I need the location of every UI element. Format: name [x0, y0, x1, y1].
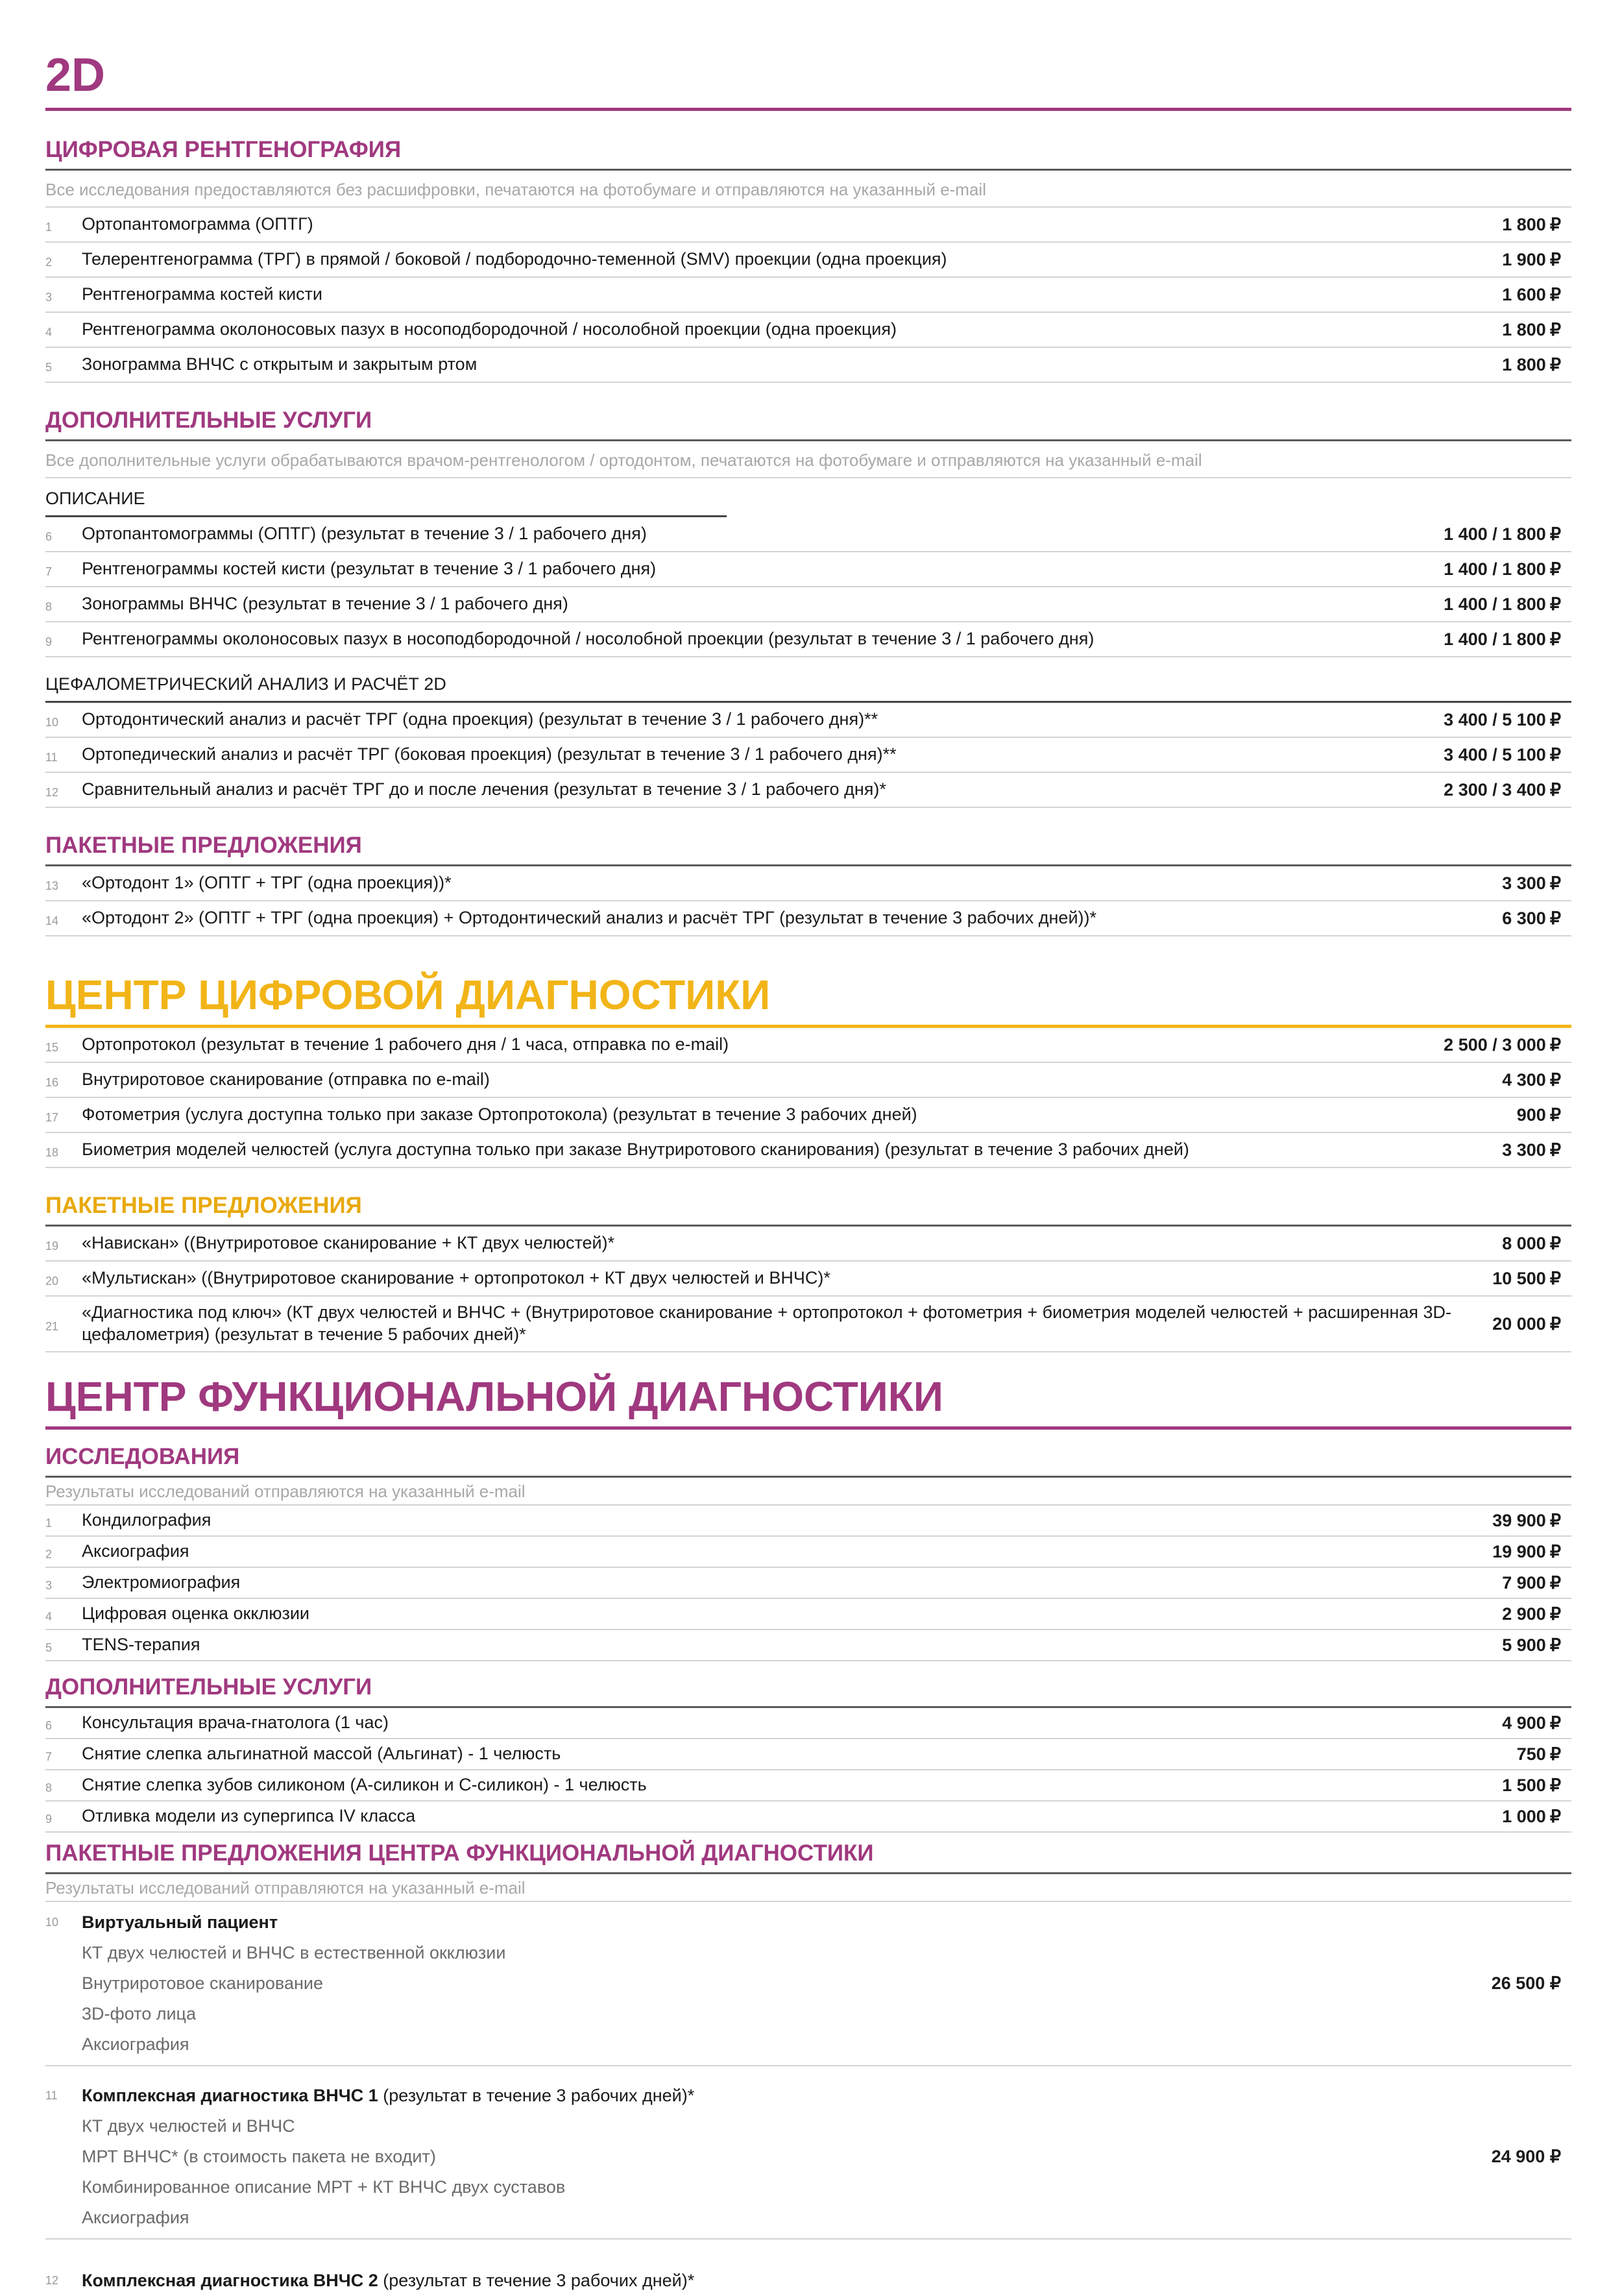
- currency-sign: ₽: [1549, 1572, 1561, 1593]
- table-row: [45, 622, 1571, 657]
- row-number: 3: [45, 290, 53, 304]
- row-number: 1: [45, 220, 53, 234]
- table-row: [45, 313, 1571, 348]
- price: 4 900 ₽: [1502, 1713, 1561, 1733]
- row-number: 6: [45, 530, 53, 543]
- package-tmj-2: [45, 2265, 1571, 2296]
- table-row: [45, 1770, 1571, 1801]
- price: 3 300 ₽: [1502, 1140, 1561, 1160]
- currency-sign: ₽: [1549, 1635, 1561, 1655]
- section-title-functional-center: ЦЕНТР ФУНКЦИОНАЛЬНОЙ ДИАГНОСТИКИ: [45, 1373, 943, 1420]
- currency-sign: ₽: [1549, 524, 1561, 544]
- row-number: 21: [45, 1319, 59, 1333]
- subheading-cephalometric: ЦЕФАЛОМЕТРИЧЕСКИЙ АНАЛИЗ И РАСЧЁТ 2D: [45, 664, 1571, 703]
- table-row: [45, 901, 1571, 936]
- currency-sign: ₽: [1549, 594, 1561, 614]
- currency-sign: ₽: [1549, 1034, 1561, 1055]
- currency-sign: ₽: [1549, 249, 1561, 269]
- service-name: Рентгенограмма околоносовых пазух в носоподбородочной / носолобной проекции (одна проекция): [82, 319, 897, 339]
- price: 6 300 ₽: [1502, 908, 1561, 928]
- heading-research: ИССЛЕДОВАНИЯ: [45, 1444, 240, 1469]
- table-row: [45, 703, 1571, 738]
- section-note: Результаты исследований отправляются на указанный e-mail: [45, 1478, 1571, 1506]
- row-number: 14: [45, 914, 59, 927]
- service-name: Биометрия моделей челюстей (услуга доступна только при заказе Внутриротового сканирования) (результат в течение 3 рабочих дней): [82, 1140, 1189, 1160]
- service-name: Рентгенограммы околоносовых пазух в носоподбородочной / носолобной проекции (результат в течение 3 / 1 рабочего дня): [82, 629, 1095, 649]
- price: 750 ₽: [1516, 1744, 1561, 1764]
- price: 900 ₽: [1516, 1105, 1561, 1125]
- price: 1 400 / 1 800 ₽: [1444, 594, 1561, 614]
- currency-sign: ₽: [1549, 284, 1561, 304]
- table-row: [45, 243, 1571, 278]
- row-number: 17: [45, 1110, 59, 1124]
- table-row: [45, 1599, 1571, 1630]
- row-number: 7: [45, 565, 53, 578]
- price: 3 400 / 5 100 ₽: [1444, 744, 1561, 764]
- row-number: 20: [45, 1274, 59, 1288]
- package-item: Внутриротовое сканирование: [82, 1973, 323, 1993]
- price: 1 400 / 1 800 ₽: [1444, 559, 1561, 579]
- row-number: 4: [45, 325, 53, 339]
- currency-sign: ₽: [1549, 1233, 1561, 1253]
- currency-sign: ₽: [1549, 744, 1561, 764]
- service-name: Ортопротокол (результат в течение 1 рабочего дня / 1 часа, отправка по e-mail): [82, 1034, 729, 1055]
- row-number: 18: [45, 1145, 59, 1159]
- table-row: [45, 1506, 1571, 1537]
- package-title: Комплексная диагностика ВНЧС 2: [82, 2271, 378, 2290]
- service-name: Телерентгенограмма (ТРГ) в прямой / боковой / подбородочно-теменной (SMV) проекции (одна проекция): [82, 249, 947, 269]
- package-virtual-patient: [45, 1902, 1571, 2066]
- section-note: Все дополнительные услуги обрабатываются врачом-рентгенологом / ортодонтом, печатаются на фотобумаге и отправляются на указанный e-mail: [45, 441, 1571, 478]
- currency-sign: ₽: [1549, 873, 1561, 893]
- currency-sign: ₽: [1549, 1541, 1561, 1561]
- table-row: [45, 1801, 1571, 1833]
- service-name: «Диагностика под ключ» (КТ двух челюстей и ВНЧС + (Внутриротовое сканирование + ортопротокол + фотометрия + биометрия моделей челюстей + расширенная 3D-цефалометрия) (результат в течение 5 рабочих дней)*: [82, 1302, 1452, 1344]
- heading-packages: ПАКЕТНЫЕ ПРЕДЛОЖЕНИЯ: [45, 833, 362, 858]
- service-name: Снятие слепка альгинатной массой (Альгинат) - 1 челюсть: [82, 1744, 561, 1764]
- service-name: «Мультискан» ((Внутриротовое сканирование + ортопротокол + КТ двух челюстей и ВНЧС)*: [82, 1268, 830, 1288]
- table-cephalometric: [45, 703, 1571, 808]
- table-row: [45, 1297, 1571, 1352]
- price: 1 400 / 1 800 ₽: [1444, 629, 1561, 649]
- service-name: TENS-терапия: [82, 1635, 200, 1655]
- currency-sign: ₽: [1549, 709, 1561, 729]
- currency-sign: ₽: [1549, 1510, 1561, 1530]
- price: 7 900 ₽: [1502, 1572, 1561, 1593]
- table-digital-center: [45, 1028, 1571, 1168]
- currency-sign: ₽: [1549, 1775, 1561, 1795]
- table-row: [45, 738, 1571, 773]
- table-row: [45, 517, 1571, 552]
- package-item: КТ двух челюстей и ВНЧС в естественной окклюзии: [82, 1943, 506, 1962]
- price: 2 900 ₽: [1502, 1604, 1561, 1624]
- table-row: [45, 866, 1571, 901]
- price: 19 900 ₽: [1492, 1541, 1561, 1561]
- package-item: Комбинированное описание МРТ + КТ ВНЧС двух суставов: [82, 2177, 566, 2197]
- table-row: [45, 1262, 1571, 1297]
- package-item: Аксиография: [82, 2034, 189, 2054]
- table-row: [45, 1133, 1571, 1168]
- row-number: 15: [45, 1040, 59, 1054]
- package-item: КТ двух челюстей и ВНЧС: [82, 2116, 295, 2136]
- currency-sign: ₽: [1549, 1604, 1561, 1624]
- currency-sign: ₽: [1549, 559, 1561, 579]
- package-tmj-1: [45, 2075, 1571, 2240]
- price: 3 400 / 5 100 ₽: [1444, 709, 1561, 729]
- section-title-digital-center: ЦЕНТР ЦИФРОВОЙ ДИАГНОСТИКИ: [45, 971, 771, 1018]
- table-row: [45, 278, 1571, 313]
- price: 1 800 ₽: [1502, 354, 1561, 374]
- price: 2 300 / 3 400 ₽: [1444, 779, 1561, 800]
- currency-sign: ₽: [1549, 779, 1561, 800]
- package-title-suffix: (результат в течение 3 рабочих дней)*: [378, 2086, 695, 2105]
- service-name: Рентгенограммы костей кисти (результат в течение 3 / 1 рабочего дня): [82, 559, 657, 579]
- price: 1 800 ₽: [1502, 319, 1561, 339]
- price: 4 300 ₽: [1502, 1069, 1561, 1090]
- currency-sign: ₽: [1549, 629, 1561, 649]
- price: 1 000 ₽: [1502, 1806, 1561, 1826]
- package-item: Аксиография: [82, 2208, 189, 2227]
- table-row: [45, 773, 1571, 808]
- price: 3 300 ₽: [1502, 873, 1561, 893]
- service-name: Фотометрия (услуга доступна только при заказе Ортопротокола) (результат в течение 3 рабочих дней): [82, 1105, 917, 1125]
- service-name: Ортопедический анализ и расчёт ТРГ (боковая проекция) (результат в течение 3 / 1 рабочего дня)**: [82, 744, 897, 764]
- row-number: 3: [45, 1578, 53, 1592]
- section-note: Все исследования предоставляются без расшифровки, печатаются на фотобумаге и отправляются на указанный e-mail: [45, 171, 1571, 208]
- price: 20 000 ₽: [1492, 1313, 1561, 1334]
- service-name: Рентгенограмма костей кисти: [82, 284, 322, 304]
- row-number: 10: [45, 715, 59, 729]
- service-name: Зонограммы ВНЧС (результат в течение 3 / 1 рабочего дня): [82, 594, 568, 614]
- row-number: 7: [45, 1750, 53, 1763]
- table-row: [45, 348, 1571, 383]
- heading-additional-services: ДОПОЛНИТЕЛЬНЫЕ УСЛУГИ: [45, 408, 372, 433]
- price-list-page: [45, 0, 1571, 2296]
- row-number: 2: [45, 255, 53, 269]
- package-item: МРТ ВНЧС* (в стоимость пакета не входит): [82, 2147, 436, 2166]
- service-name: Цифровая оценка окклюзии: [82, 1604, 309, 1624]
- row-number: 9: [45, 1812, 53, 1826]
- table-row: [45, 1063, 1571, 1098]
- currency-sign: ₽: [1549, 319, 1561, 339]
- table-digital-radiography: [45, 208, 1571, 383]
- heading-additional-functional: ДОПОЛНИТЕЛЬНЫЕ УСЛУГИ: [45, 1674, 372, 1700]
- currency-sign: ₽: [1549, 1105, 1561, 1125]
- price: 5 900 ₽: [1502, 1635, 1561, 1655]
- price: 10 500 ₽: [1492, 1268, 1561, 1288]
- package-title: Виртуальный пациент: [82, 1912, 278, 1932]
- currency-sign: ₽: [1549, 1806, 1561, 1826]
- table-packages-digital: [45, 1227, 1571, 1352]
- table-row: [45, 1098, 1571, 1133]
- row-number: 5: [45, 360, 53, 374]
- table-row: [45, 1739, 1571, 1770]
- price: 2 500 / 3 000 ₽: [1444, 1034, 1561, 1055]
- service-name: Зонограмма ВНЧС с открытым и закрытым ртом: [82, 354, 478, 374]
- section-note: Результаты исследований отправляются на указанный e-mail: [45, 1874, 1571, 1902]
- price: 1 600 ₽: [1502, 284, 1561, 304]
- service-name: Кондилография: [82, 1510, 212, 1530]
- row-number: 5: [45, 1641, 53, 1654]
- currency-sign: ₽: [1549, 1140, 1561, 1160]
- heading-packages-functional: ПАКЕТНЫЕ ПРЕДЛОЖЕНИЯ ЦЕНТРА ФУНКЦИОНАЛЬНОЙ ДИАГНОСТИКИ: [45, 1840, 874, 1866]
- price: 1 400 / 1 800 ₽: [1444, 524, 1561, 544]
- row-number: 12: [45, 2274, 59, 2287]
- price: 1 900 ₽: [1502, 249, 1561, 269]
- service-name: Отливка модели из супергипса IV класса: [82, 1806, 416, 1826]
- currency-sign: ₽: [1549, 1313, 1561, 1334]
- table-row: [45, 552, 1571, 587]
- table-row: [45, 587, 1571, 622]
- currency-sign: ₽: [1549, 1268, 1561, 1288]
- table-additional-functional: [45, 1708, 1571, 1833]
- row-number: 16: [45, 1075, 59, 1089]
- service-name: Ортопантомограмма (ОПТГ): [82, 214, 313, 234]
- row-number: 12: [45, 785, 59, 799]
- table-packages-2d: [45, 866, 1571, 936]
- row-number: 13: [45, 879, 59, 892]
- row-number: 8: [45, 1781, 53, 1794]
- package-item: 3D-фото лица: [82, 2004, 197, 2023]
- service-name: Внутриротовое сканирование (отправка по e-mail): [82, 1069, 490, 1090]
- row-number: 6: [45, 1718, 53, 1732]
- row-number: 19: [45, 1239, 59, 1252]
- service-name: Сравнительный анализ и расчёт ТРГ до и после лечения (результат в течение 3 / 1 рабочего дня)*: [82, 779, 886, 800]
- row-number: 1: [45, 1516, 53, 1530]
- currency-sign: ₽: [1549, 1069, 1561, 1090]
- price: 1 800 ₽: [1502, 214, 1561, 234]
- row-number: 8: [45, 600, 53, 613]
- table-row: [45, 1537, 1571, 1568]
- service-name: Консультация врача-гнатолога (1 час): [82, 1713, 389, 1733]
- currency-sign: ₽: [1549, 354, 1561, 374]
- row-number: 11: [45, 2089, 58, 2102]
- service-name: «Навискан» ((Внутриротовое сканирование + КТ двух челюстей)*: [82, 1233, 615, 1253]
- package-title-suffix: (результат в течение 3 рабочих дней)*: [378, 2271, 695, 2290]
- service-name: Аксиография: [82, 1541, 189, 1561]
- service-name: Ортодонтический анализ и расчёт ТРГ (одна проекция) (результат в течение 3 / 1 рабочего дня)**: [82, 709, 878, 729]
- service-name: Электромиография: [82, 1572, 241, 1593]
- row-number: 11: [45, 750, 58, 764]
- subheading-description: ОПИСАНИЕ: [45, 489, 145, 508]
- heading-packages-digital: ПАКЕТНЫЕ ПРЕДЛОЖЕНИЯ: [45, 1193, 362, 1218]
- table-row: [45, 1630, 1571, 1661]
- price: 24 900 ₽: [1491, 2147, 1561, 2166]
- table-row: [45, 208, 1571, 243]
- table-row: [45, 1568, 1571, 1599]
- table-description: [45, 517, 1571, 657]
- table-research: [45, 1506, 1571, 1661]
- service-name: «Ортодонт 2» (ОПТГ + ТРГ (одна проекция) + Ортодонтический анализ и расчёт ТРГ (результат в течение 3 рабочих дней))*: [82, 908, 1097, 928]
- price: 8 000 ₽: [1502, 1233, 1561, 1253]
- package-title: Комплексная диагностика ВНЧС 1: [82, 2086, 378, 2105]
- currency-sign: ₽: [1549, 214, 1561, 234]
- currency-sign: ₽: [1549, 1744, 1561, 1764]
- service-name: «Ортодонт 1» (ОПТГ + ТРГ (одна проекция))*: [82, 873, 452, 893]
- row-number: 10: [45, 1916, 59, 1929]
- price: 1 500 ₽: [1502, 1775, 1561, 1795]
- service-name: Снятие слепка зубов силиконом (А-силикон и С-силикон) - 1 челюсть: [82, 1775, 647, 1795]
- heading-digital-radiography: ЦИФРОВАЯ РЕНТГЕНОГРАФИЯ: [45, 137, 402, 162]
- table-row: [45, 1227, 1571, 1262]
- currency-sign: ₽: [1549, 1713, 1561, 1733]
- section-title-2d: 2D: [45, 49, 106, 101]
- row-number: 4: [45, 1609, 53, 1623]
- service-name: Ортопантомограммы (ОПТГ) (результат в течение 3 / 1 рабочего дня): [82, 524, 647, 544]
- table-row: [45, 1708, 1571, 1739]
- price: 26 500 ₽: [1491, 1973, 1561, 1993]
- table-row: [45, 1028, 1571, 1063]
- row-number: 2: [45, 1547, 53, 1561]
- row-number: 9: [45, 635, 53, 648]
- currency-sign: ₽: [1549, 908, 1561, 928]
- price: 39 900 ₽: [1492, 1510, 1561, 1530]
